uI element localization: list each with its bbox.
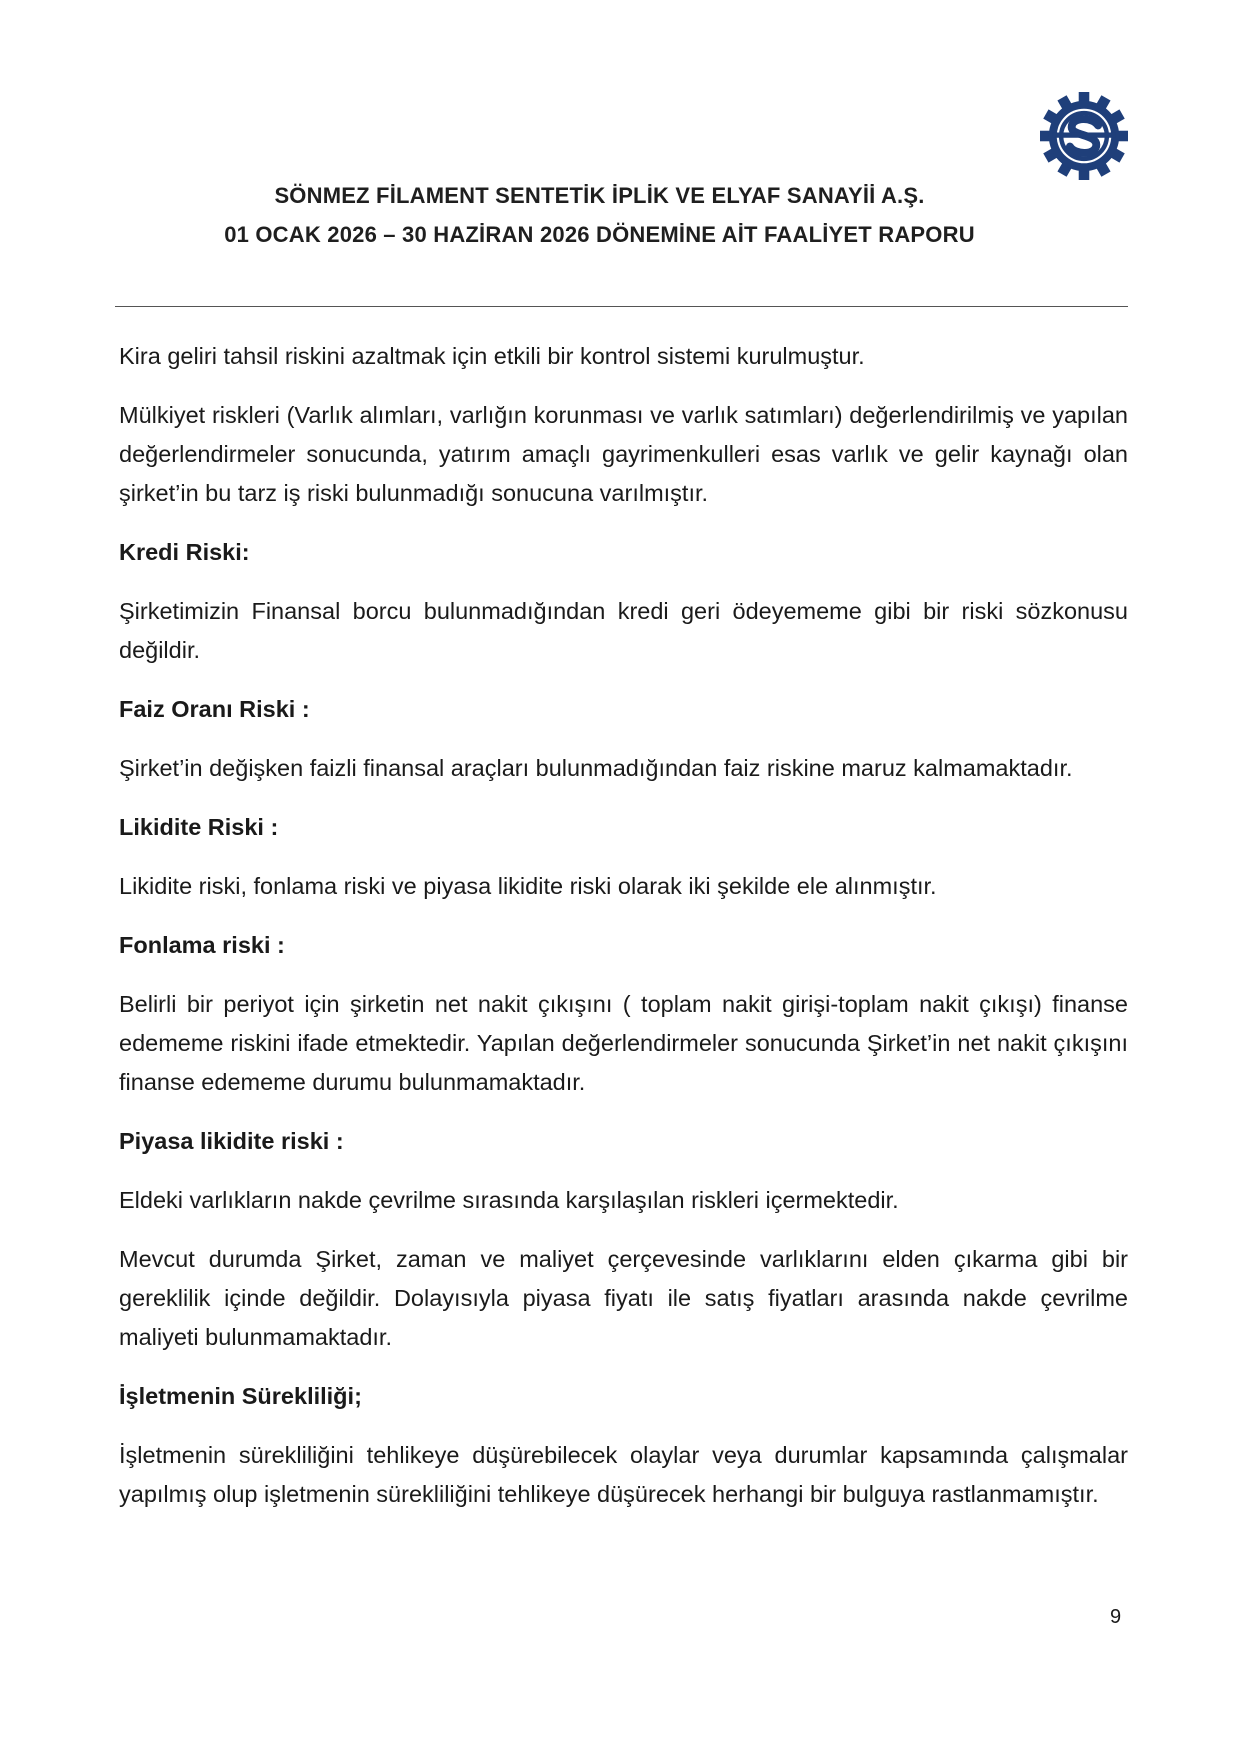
paragraph-going-concern: İşletmenin sürekliliğini tehlikeye düşürebilecek olaylar veya durumlar kapsamında çalışmalar yapılmış olup işletmenin sürekliliğini tehlikeye düşürecek herhangi bir bulguya rastlanmamıştır. — [119, 1442, 1128, 1507]
heading-liquidity-risk: Likidite Riski : — [119, 814, 279, 840]
document-body — [119, 337, 1128, 1534]
paragraph-funding-risk: Belirli bir periyot için şirketin net nakit çıkışını ( toplam nakit girişi-toplam nakit çıkışı) finanse edememe riskini ifade etmektedir. Yapılan değerlendirmeler sonucunda Şirket’in net nakit çıkışını finanse edememe durumu bulunmamaktadır. — [119, 991, 1128, 1095]
paragraph-market-liquidity-2: Mevcut durumda Şirket, zaman ve maliyet çerçevesinde varlıklarını elden çıkarma gibi bir gereklilik içinde değildir. Dolayısıyla piyasa fiyatı ile satış fiyatları arasında nakde çevrilme maliyeti bulunmamaktadır. — [119, 1246, 1128, 1350]
paragraph-interest-rate-risk: Şirket’in değişken faizli finansal araçları bulunmadığından faiz riskine maruz kalmamaktadır. — [119, 755, 1073, 781]
page-number: 9 — [1110, 1606, 1122, 1628]
heading-funding-risk: Fonlama riski : — [119, 932, 285, 958]
heading-going-concern: İşletmenin Sürekliliği; — [119, 1383, 362, 1409]
header-divider — [115, 306, 1128, 307]
company-name: SÖNMEZ FİLAMENT SENTETİK İPLİK VE ELYAF SANAYİİ A.Ş. — [274, 183, 925, 208]
paragraph-ownership-risk: Mülkiyet riskleri (Varlık alımları, varlığın korunması ve varlık satımları) değerlendirilmiş ve yapılan değerlendirmeler sonucunda, yatırım amaçlı gayrimenkulleri esas varlık ve gelir kaynağı olan şirket’in bu tarz iş riski bulunmadığı sonucuna varılmıştır. — [119, 402, 1128, 506]
paragraph-market-liquidity-1: Eldeki varlıkların nakde çevrilme sırasında karşılaşılan riskleri içermektedir. — [119, 1187, 899, 1213]
company-logo-icon — [1040, 92, 1128, 180]
heading-interest-rate-risk: Faiz Oranı Riski : — [119, 696, 310, 722]
paragraph-liquidity-risk: Likidite riski, fonlama riski ve piyasa likidite riski olarak iki şekilde ele alınmıştır. — [119, 873, 937, 899]
report-title: 01 OCAK 2026 – 30 HAZİRAN 2026 DÖNEMİNE AİT FAALİYET RAPORU — [224, 222, 975, 247]
paragraph-rent-collection: Kira geliri tahsil riskini azaltmak için etkili bir kontrol sistemi kurulmuştur. — [119, 343, 865, 369]
paragraph-credit-risk: Şirketimizin Finansal borcu bulunmadığından kredi geri ödeyememe gibi bir riski sözkonusu değildir. — [119, 598, 1128, 663]
heading-market-liquidity-risk: Piyasa likidite riski : — [119, 1128, 344, 1154]
heading-credit-risk: Kredi Riski: — [119, 539, 250, 565]
